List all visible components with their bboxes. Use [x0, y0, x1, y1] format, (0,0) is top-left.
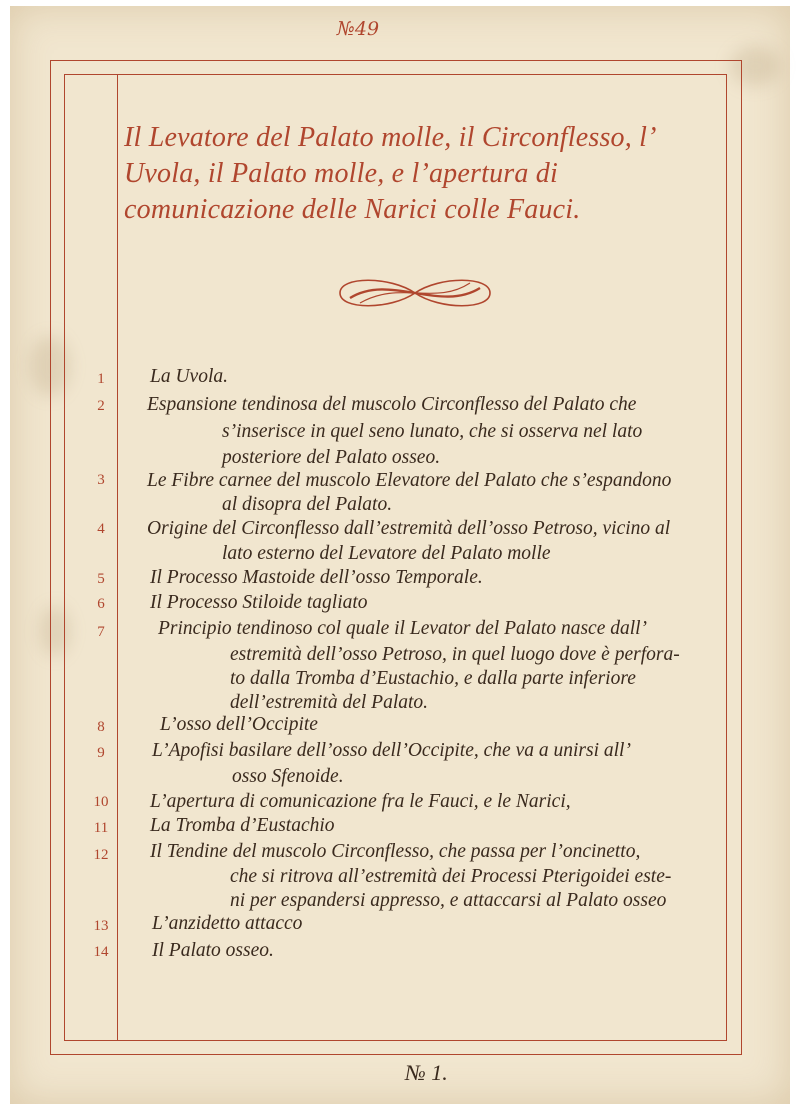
entry-text: lato esterno del Levatore del Palato molle	[222, 543, 551, 564]
folio-number: №49	[336, 18, 380, 40]
entry-text: La Uvola.	[150, 366, 228, 387]
entry-text: estremità dell’osso Petroso, in quel luogo dove è perfora-	[230, 644, 680, 665]
entry-text: Il Processo Mastoide dell’osso Temporale.	[150, 567, 483, 588]
entry-number: 11	[93, 820, 109, 836]
entry-text: che si ritrova all’estremità dei Processi Pterigoidei este-	[230, 866, 672, 887]
entry-text: Le Fibre carnee del muscolo Elevatore del Palato che s’espandono	[147, 470, 672, 491]
entry-number: 5	[97, 571, 105, 587]
entry-number: 1	[97, 371, 105, 387]
entry-text: Origine del Circonflesso dall’estremità dell’osso Petroso, vicino al	[147, 518, 671, 539]
entry-text: ni per espandersi appresso, e attaccarsi al Palato osseo	[230, 890, 667, 911]
entry-text: Principio tendinoso col quale il Levator del Palato nasce dall’	[158, 618, 648, 639]
entry-text: L’Apofisi basilare dell’osso dell’Occipite, che va a unirsi all’	[152, 740, 631, 761]
entry-text: to dalla Tromba d’Eustachio, e dalla parte inferiore	[230, 668, 636, 689]
entry-number: 2	[97, 398, 105, 414]
entry-text: s’inserisce in quel seno lunato, che si osserva nel lato	[222, 421, 643, 442]
entry-number: 13	[93, 918, 109, 934]
entry-text: Il Processo Stiloide tagliato	[150, 592, 368, 613]
entry-number: 4	[97, 521, 105, 537]
entry-text: osso Sfenoide.	[232, 766, 344, 787]
entry-text: Espansione tendinosa del muscolo Circonflesso del Palato che	[147, 394, 637, 415]
entry-number: 10	[93, 794, 109, 810]
entry-text: Il Palato osseo.	[152, 940, 274, 961]
entry-number: 14	[93, 944, 109, 960]
title-line-3: comunicazione delle Narici colle Fauci.	[124, 194, 581, 225]
entry-number: 12	[93, 847, 109, 863]
entry-number: 8	[97, 719, 105, 735]
entry-text: L’apertura di comunicazione fra le Fauci, e le Narici,	[150, 791, 571, 812]
entry-number: 3	[97, 472, 105, 488]
calligraphic-flourish-ornament	[320, 268, 510, 318]
entry-number: 6	[97, 596, 105, 612]
entry-text: Il Tendine del muscolo Circonflesso, che passa per l’oncinetto,	[150, 841, 641, 862]
entry-text: posteriore del Palato osseo.	[222, 447, 441, 468]
entry-text: L’osso dell’Occipite	[160, 714, 318, 735]
title-line-1: Il Levatore del Palato molle, il Circonflesso, l’	[124, 122, 657, 153]
entry-text: L’anzidetto attacco	[152, 913, 303, 934]
entry-text: La Tromba d’Eustachio	[150, 815, 335, 836]
entry-text: dell’estremità del Palato.	[230, 692, 429, 713]
entry-number: 9	[97, 745, 105, 761]
entry-text: al disopra del Palato.	[222, 494, 393, 515]
page-number: № 1.	[405, 1060, 448, 1085]
margin-rule	[117, 74, 118, 1041]
title-line-2: Uvola, il Palato molle, e l’apertura di	[124, 158, 558, 189]
page-title	[124, 120, 724, 228]
entry-number: 7	[97, 624, 105, 640]
